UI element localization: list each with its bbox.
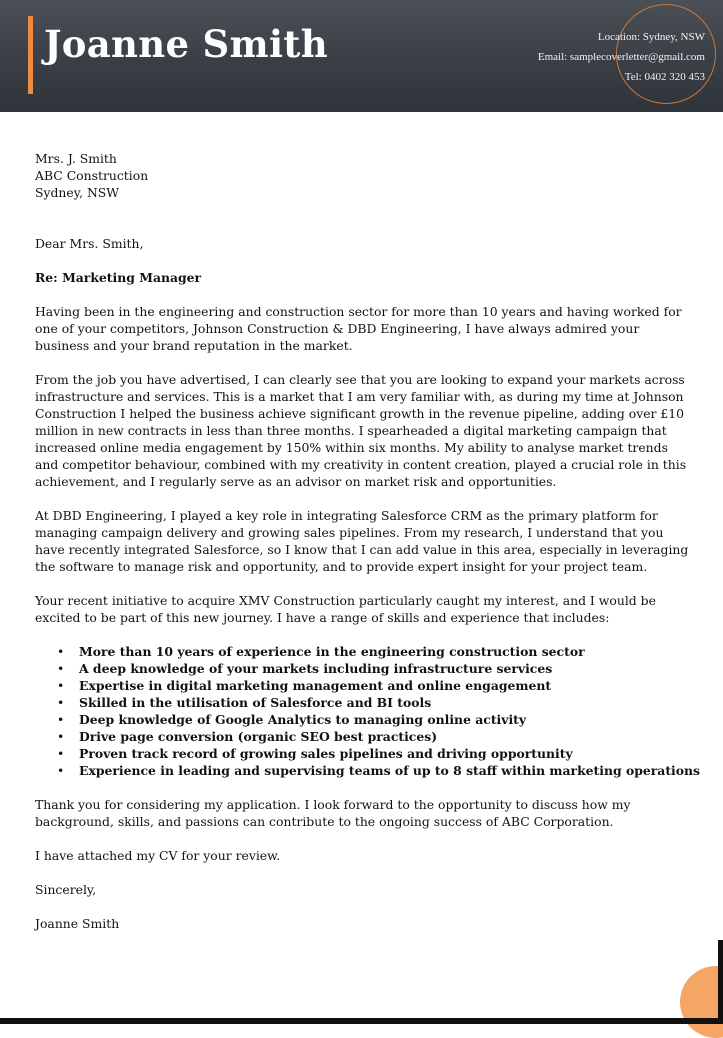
subject-line: Re: Marketing Manager (35, 270, 202, 285)
accent-bar (28, 16, 33, 94)
skill-item: • A deep knowledge of your markets including infrastructure services (79, 660, 695, 677)
skill-item: • More than 10 years of experience in the engineering construction sector (79, 643, 695, 660)
skill-item: • Skilled in the utilisation of Salesforce and BI tools (79, 694, 695, 711)
sign-off: Sincerely, (35, 882, 97, 897)
skills-list (35, 643, 701, 779)
decorative-corner-circle (680, 966, 723, 1038)
recipient-name: Mrs. J. Smith (35, 151, 117, 166)
email-text: Email: samplecoverletter@gmail.com (537, 51, 705, 63)
paragraph-salesforce: At DBD Engineering, I played a key role in integrating Salesforce CRM as the primary platform for managing campaign delivery and growing sales pipelines. From my research, I understand that you have recently integrated Salesforce, so I know that I can add value in this area, especially in leveraging the software to manage risk and opportunity, and to provide expert insight for your project team. (35, 508, 689, 574)
skill-item: • Drive page conversion (organic SEO best practices) (79, 728, 695, 745)
page-bottom-bar (0, 1018, 723, 1024)
recipient-address (35, 150, 695, 201)
skill-item: • Experience in leading and supervising teams of up to 8 staff within marketing operations (79, 762, 695, 779)
letter-body (35, 150, 701, 932)
page-edge-bar (718, 940, 723, 1024)
applicant-name: Joanne Smith (44, 22, 328, 66)
paragraph-skills-intro: Your recent initiative to acquire XMV Construction particularly caught my interest, and I would be excited to be part of this new journey. I have a range of skills and experience that includes: (35, 593, 656, 625)
paragraph-thank-you: Thank you for considering my application. I look forward to the opportunity to discuss how my background, skills, and passions can contribute to the ongoing success of ABC Corporation. (35, 797, 631, 829)
signature-name: Joanne Smith (35, 916, 120, 931)
contact-details (538, 27, 705, 87)
skill-item: • Expertise in digital marketing management and online engagement (79, 677, 695, 694)
skill-item: • Proven track record of growing sales pipelines and driving opportunity (79, 745, 695, 762)
paragraph-cv-attached: I have attached my CV for your review. (35, 848, 281, 863)
paragraph-experience: From the job you have advertised, I can clearly see that you are looking to expand your markets across infrastructure and services. This is a market that I am very familiar with, as during my time at Johnson Construction I helped the business achieve significant growth in the revenue pipeline, adding over £10 million in new contracts in less than three months. I spearheaded a digital marketing campaign that increased online media engagement by 150% within six months. My ability to analyse market trends and competitor behaviour, combined with my creativity in content creation, played a crucial role in this achievement, and I regularly serve as an advisor on market risk and opportunities. (35, 372, 687, 489)
skill-item: • Deep knowledge of Google Analytics to managing online activity (79, 711, 695, 728)
letterhead-header (0, 0, 723, 112)
recipient-company: ABC Construction (35, 168, 149, 183)
paragraph-introduction: Having been in the engineering and construction sector for more than 10 years and having worked for one of your competitors, Johnson Construction & DBD Engineering, I have always admired your business and your brand reputation in the market. (35, 304, 682, 353)
salutation: Dear Mrs. Smith, (35, 236, 144, 251)
location-text: Location: Sydney, NSW (597, 31, 705, 43)
phone-text: Tel: 0402 320 453 (624, 71, 705, 83)
recipient-city: Sydney, NSW (35, 185, 120, 200)
